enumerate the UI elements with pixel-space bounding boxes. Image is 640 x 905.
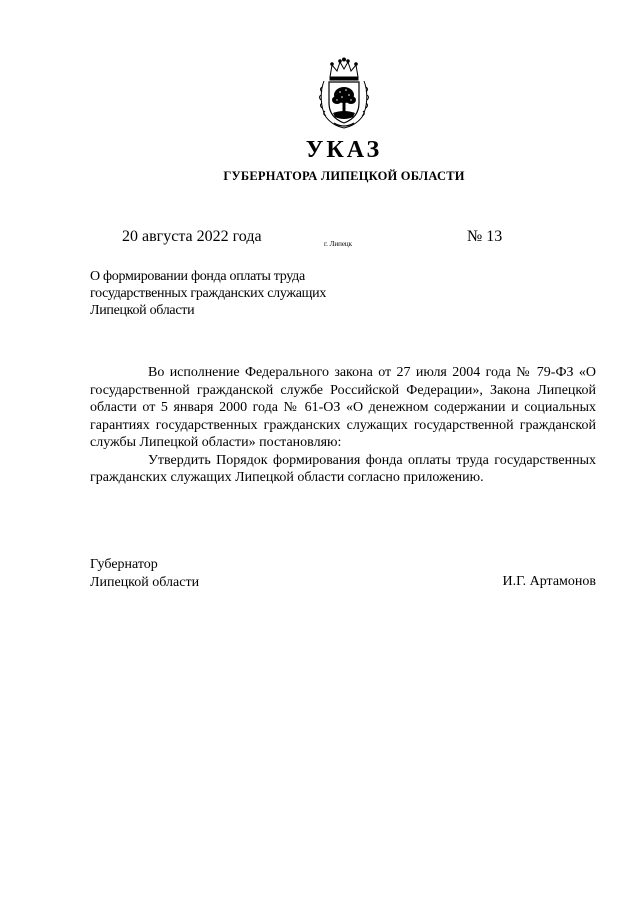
decree-body: [90, 364, 596, 487]
document-title: УКАЗ: [305, 137, 383, 163]
body-paragraph: Утвердить Порядок формирования фонда оплаты труда государственных гражданских служащих Липецкой области согласно приложению.: [90, 452, 596, 485]
subject-line: государственных гражданских служащих: [90, 286, 327, 301]
signer-position-line: Губернатор: [90, 557, 158, 572]
signer-position-line: Липецкой области: [90, 574, 200, 590]
decree-number: № 13: [467, 228, 503, 245]
subject-line: Липецкой области: [90, 303, 195, 318]
signer-name: И.Г. Артамонов: [502, 574, 596, 589]
coat-of-arms-icon: [316, 57, 372, 129]
decree-date: 20 августа 2022 года: [122, 228, 262, 245]
signer-position: [90, 556, 199, 591]
body-paragraph: Во исполнение Федерального закона от 27 июля 2004 года № 79-ФЗ «О государственной гражданской службе Российской Федерации», Закона Липецкой области от 5 января 2000 года № 61-ОЗ «О денежном содержании и социальных гарантиях государственных гражданских служащих государственной гражданской службы Липецкой области» постановляю:: [90, 365, 596, 450]
document-subtitle: ГУБЕРНАТОРА ЛИПЕЦКОЙ ОБЛАСТИ: [223, 169, 465, 183]
decree-city: г. Липецк: [324, 240, 353, 248]
subject-line: О формировании фонда оплаты труда: [90, 269, 305, 284]
decree-subject: [90, 268, 326, 319]
